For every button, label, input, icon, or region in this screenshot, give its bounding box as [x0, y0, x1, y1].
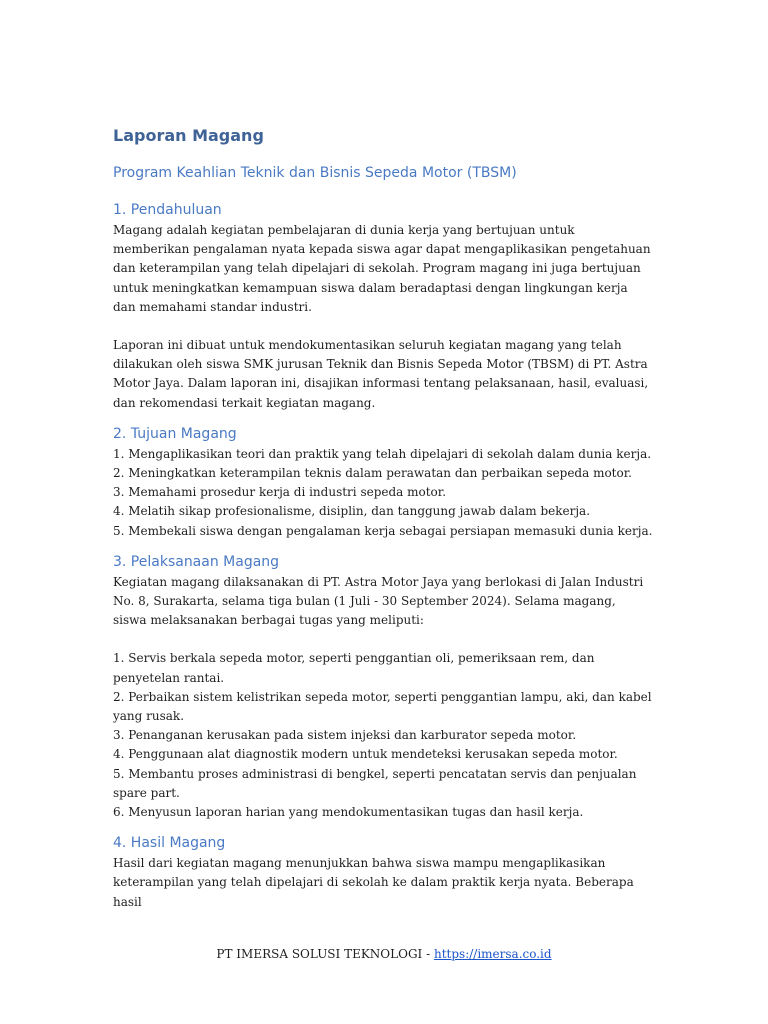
list-item: 2. Perbaikan sistem kelistrikan sepeda motor, seperti penggantian lampu, aki, dan kabel yang rusak. — [113, 689, 652, 724]
footer-company: PT IMERSA SOLUSI TEKNOLOGI - — [216, 947, 431, 961]
document-title: Laporan Magang — [113, 126, 264, 145]
section-heading-pendahuluan: 1. Pendahuluan — [113, 202, 222, 218]
list-item: 4. Melatih sikap profesionalisme, disiplin, dan tanggung jawab dalam bekerja. — [113, 504, 591, 519]
paragraph-pendahuluan-1: Magang adalah kegiatan pembelajaran di dunia kerja yang bertujuan untuk memberikan pengalaman nyata kepada siswa agar dapat mengaplikasikan pengetahuan dan keterampilan yang telah dipelajari di sekolah. Program magang ini juga bertujuan untuk meningkatkan kemampuan siswa dalam beradaptasi dengan lingkungan kerja dan memahami standar industri. — [113, 223, 651, 314]
paragraph-hasil: Hasil dari kegiatan magang menunjukkan bahwa siswa mampu mengaplikasikan keterampilan yang telah dipelajari di sekolah ke dalam praktik kerja nyata. Beberapa hasil — [113, 856, 634, 909]
list-item: 1. Servis berkala sepeda motor, seperti penggantian oli, pemeriksaan rem, dan penyetelan rantai. — [113, 651, 595, 685]
list-item: 4. Penggunaan alat diagnostik modern untuk mendeteksi kerusakan sepeda motor. — [113, 747, 618, 762]
document-subtitle: Program Keahlian Teknik dan Bisnis Sepeda Motor (TBSM) — [113, 165, 517, 181]
section-heading-hasil: 4. Hasil Magang — [113, 835, 226, 852]
section-heading-pelaksanaan: 3. Pelaksanaan Magang — [113, 553, 280, 570]
section-heading-tujuan: 2. Tujuan Magang — [113, 425, 237, 442]
paragraph-pelaksanaan: Kegiatan magang dilaksanakan di PT. Astra Motor Jaya yang berlokasi di Jalan Industri No. 8, Surakarta, selama tiga bulan (1 Juli - 30 September 2024). Selama magang, siswa melaksanakan berbagai tugas yang meliputi: — [113, 574, 644, 628]
page-footer — [0, 945, 768, 964]
list-item: 2. Meningkatkan keterampilan teknis dalam perawatan dan perbaikan sepeda motor. — [113, 466, 632, 481]
list-item: 3. Penanganan kerusakan pada sistem injeksi dan karburator sepeda motor. — [113, 728, 577, 743]
list-item: 5. Membantu proses administrasi di bengkel, seperti pencatatan servis dan penjualan spare part. — [113, 766, 637, 800]
list-item: 5. Membekali siswa dengan pengalaman kerja sebagai persiapan memasuki dunia kerja. — [113, 523, 653, 538]
list-item: 1. Mengaplikasikan teori dan praktik yang telah dipelajari di sekolah dalam dunia kerja. — [113, 446, 652, 461]
pelaksanaan-list — [113, 649, 653, 822]
tujuan-list — [113, 445, 653, 541]
list-item: 6. Menyusun laporan harian yang mendokumentasikan tugas dan hasil kerja. — [113, 805, 584, 820]
footer-link[interactable]: https://imersa.co.id — [433, 947, 552, 961]
document-body — [113, 124, 653, 912]
list-item: 3. Memahami prosedur kerja di industri sepeda motor. — [113, 485, 447, 500]
paragraph-pendahuluan-2: Laporan ini dibuat untuk mendokumentasikan seluruh kegiatan magang yang telah dilakukan oleh siswa SMK jurusan Teknik dan Bisnis Sepeda Motor (TBSM) di PT. Astra Motor Jaya. Dalam laporan ini, disajikan informasi tentang pelaksanaan, hasil, evaluasi, dan rekomendasi terkait kegiatan magang. — [113, 338, 649, 410]
